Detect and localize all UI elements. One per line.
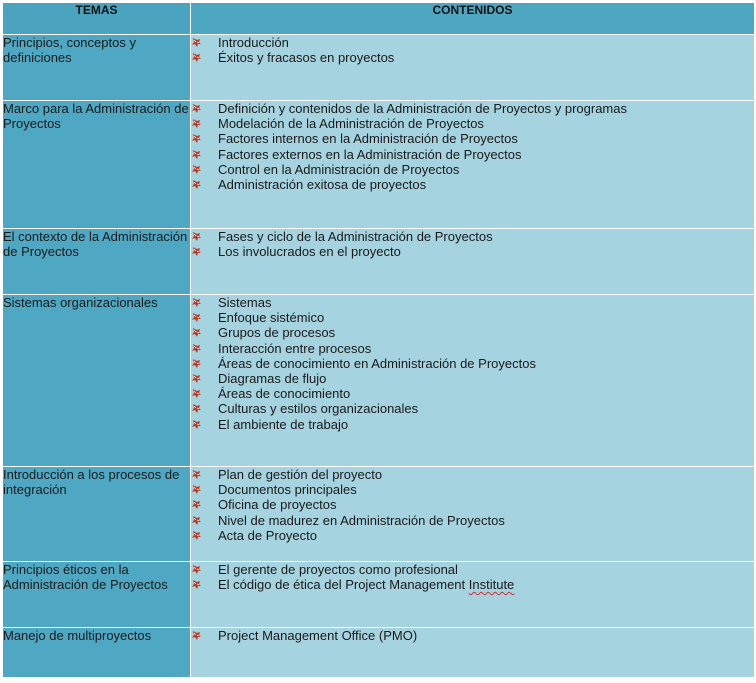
hand-pointer-icon [191, 469, 202, 480]
hand-pointer-icon [191, 52, 202, 63]
list-item [191, 325, 754, 340]
hand-pointer-icon [191, 246, 202, 257]
hand-pointer-icon [191, 343, 202, 354]
list-item [191, 131, 754, 146]
list-item-label: Grupos de procesos [218, 325, 336, 341]
contenidos-cell [191, 562, 755, 628]
hand-pointer-icon [191, 358, 202, 369]
contenidos-list [191, 562, 754, 592]
list-item [191, 147, 754, 162]
spellcheck-underline: Institute [468, 577, 515, 593]
list-item-label: Diagramas de flujo [218, 371, 327, 387]
hand-pointer-icon [191, 231, 202, 242]
header-row [3, 3, 755, 35]
table-row [3, 101, 755, 229]
list-item-label: Administración exitosa de proyectos [218, 177, 427, 193]
table-row [3, 295, 755, 467]
hand-pointer-icon [191, 530, 202, 541]
table-row [3, 229, 755, 295]
list-item-label: Acta de Proyecto [218, 527, 317, 543]
table-row [3, 35, 755, 101]
list-item [191, 417, 754, 432]
contenidos-cell [191, 467, 755, 562]
list-item [191, 467, 754, 482]
contenidos-cell [191, 35, 755, 101]
list-item-label: Nivel de madurez en Administración de Proyectos [218, 512, 505, 528]
header-temas: TEMAS [3, 3, 191, 35]
contenidos-list [191, 101, 754, 192]
hand-pointer-icon [191, 484, 202, 495]
hand-pointer-icon [191, 103, 202, 114]
list-item [191, 513, 754, 528]
list-item [191, 101, 754, 116]
list-item-label: Los involucrados en el proyecto [218, 244, 401, 260]
list-item [191, 401, 754, 416]
list-item [191, 35, 754, 50]
list-item-label: Documentos principales [218, 482, 357, 498]
hand-pointer-icon [191, 297, 202, 308]
hand-pointer-icon [191, 403, 202, 414]
list-item [191, 577, 754, 592]
list-item [191, 295, 754, 310]
list-item [191, 310, 754, 325]
list-item-label: Plan de gestión del proyecto [218, 467, 383, 482]
hand-pointer-icon [191, 388, 202, 399]
list-item-label: Oficina de proyectos [218, 497, 337, 513]
list-item-label: El código de ética del Project Management Institute [218, 577, 515, 593]
list-item-label: Project Management Office (PMO) [218, 628, 418, 643]
tema-cell: Introducción a los procesos de integración [3, 467, 191, 562]
list-item-label: Control en la Administración de Proyectos [218, 161, 460, 177]
list-item [191, 371, 754, 386]
contenidos-list [191, 628, 754, 643]
list-item-label: El ambiente de trabajo [218, 416, 349, 432]
contenidos-list [191, 229, 754, 259]
list-item-label: Introducción [218, 35, 289, 50]
hand-pointer-icon [191, 630, 202, 641]
hand-pointer-icon [191, 419, 202, 430]
hand-pointer-icon [191, 327, 202, 338]
hand-pointer-icon [191, 149, 202, 160]
contenidos-cell [191, 628, 755, 678]
hand-pointer-icon [191, 579, 202, 590]
list-item [191, 356, 754, 371]
list-item [191, 482, 754, 497]
list-item [191, 116, 754, 131]
topics-table [2, 2, 755, 678]
hand-pointer-icon [191, 164, 202, 175]
list-item [191, 386, 754, 401]
hand-pointer-icon [191, 499, 202, 510]
list-item [191, 162, 754, 177]
hand-pointer-icon [191, 118, 202, 129]
list-item [191, 562, 754, 577]
table-row [3, 562, 755, 628]
contenidos-cell [191, 229, 755, 295]
hand-pointer-icon [191, 133, 202, 144]
list-item-label: Factores internos en la Administración de Proyectos [218, 131, 518, 147]
list-item-label: Áreas de conocimiento en Administración de Proyectos [218, 355, 536, 371]
hand-pointer-icon [191, 373, 202, 384]
tema-cell: Marco para la Administración de Proyectos [3, 101, 191, 229]
contenidos-cell [191, 101, 755, 229]
list-item [191, 628, 754, 643]
tema-cell: Manejo de multiproyectos [3, 628, 191, 678]
list-item-label: Factores externos en la Administración de Proyectos [218, 146, 522, 162]
tema-cell: Principios, conceptos y definiciones [3, 35, 191, 101]
table-row [3, 628, 755, 678]
hand-pointer-icon [191, 37, 202, 48]
list-item [191, 341, 754, 356]
list-item-label: Fases y ciclo de la Administración de Proyectos [218, 229, 493, 244]
contenidos-cell [191, 295, 755, 467]
list-item [191, 497, 754, 512]
list-item [191, 177, 754, 192]
tema-cell: Sistemas organizacionales [3, 295, 191, 467]
contenidos-list [191, 467, 754, 543]
header-contenidos: CONTENIDOS [191, 3, 755, 35]
contenidos-list [191, 295, 754, 432]
list-item [191, 244, 754, 259]
hand-pointer-icon [191, 564, 202, 575]
list-item [191, 528, 754, 543]
list-item-label: Áreas de conocimiento [218, 386, 351, 402]
tema-cell: El contexto de la Administración de Proyectos [3, 229, 191, 295]
list-item [191, 50, 754, 65]
list-item-label: Interacción entre procesos [218, 340, 372, 356]
table-row [3, 467, 755, 562]
list-item-label: Éxitos y fracasos en proyectos [218, 50, 395, 66]
hand-pointer-icon [191, 312, 202, 323]
hand-pointer-icon [191, 179, 202, 190]
list-item-label: El gerente de proyectos como profesional [218, 562, 458, 577]
list-item-label: Modelación de la Administración de Proyectos [218, 116, 484, 132]
list-item-label: Definición y contenidos de la Administración de Proyectos y programas [218, 101, 627, 116]
hand-pointer-icon [191, 515, 202, 526]
tema-cell: Principios éticos en la Administración de Proyectos [3, 562, 191, 628]
contenidos-list [191, 35, 754, 65]
list-item-label: Culturas y estilos organizacionales [218, 401, 419, 417]
list-item-label: Sistemas [218, 295, 272, 310]
list-item-label: Enfoque sistémico [218, 310, 325, 326]
list-item [191, 229, 754, 244]
